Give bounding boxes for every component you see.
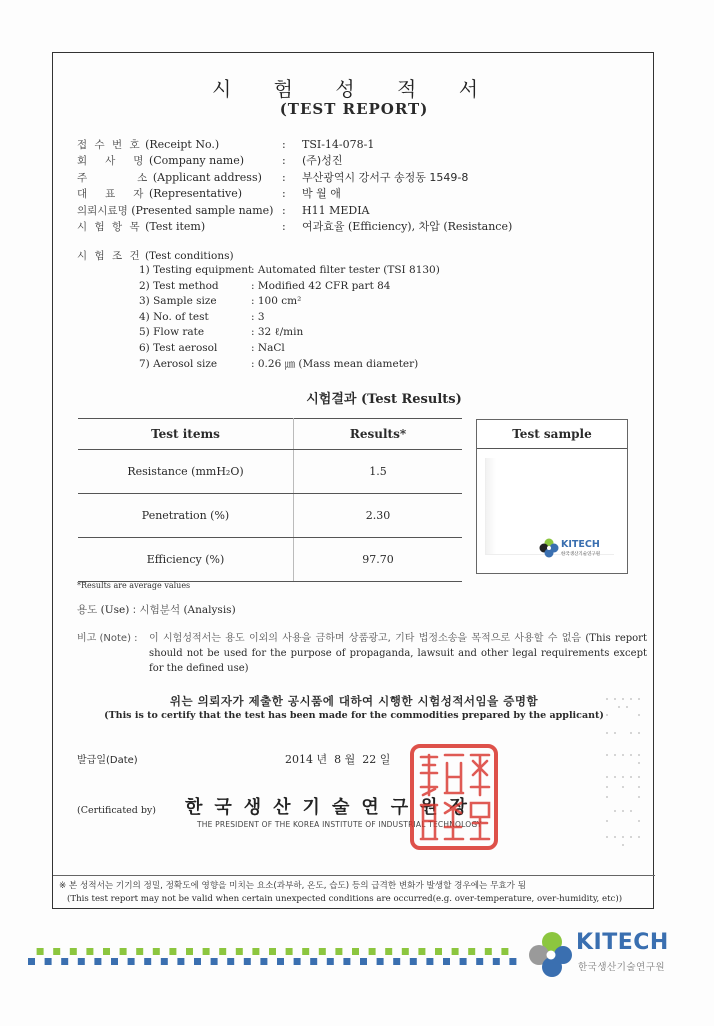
info-row-company: 회 사 명 (Company name) : (주)성진 [77,153,512,169]
conditions-list [139,263,440,372]
title-korean: 시 험 성 적 서 [211,77,497,101]
results-title [53,388,655,407]
kitech-footer-sub: 한국생산기술연구원 [578,962,666,973]
info-value: TSI-14-078-1 [302,138,375,151]
pattern-square-blue [211,958,218,965]
info-row-receipt: 접 수 번 호 (Receipt No.) : TSI-14-078-1 [77,137,512,153]
note-block [77,631,647,676]
pattern-square-green [136,948,143,955]
pattern-square-blue [360,958,367,965]
certification-statement-ko: 위는 의뢰자가 제출한 공시품에 대하여 시행한 시험성적서임을 증명함 [169,694,539,708]
kitech-sample-word: KITECH [561,539,600,550]
test-sample-box [476,419,628,574]
report-frame [52,52,654,909]
pattern-square-green [452,948,459,955]
condition-item [139,279,440,295]
info-row-representative: 대 표 자 (Representative) : 박 월 애 [77,186,512,202]
kitech-footer-word: KITECH [576,930,669,955]
conditions-title [77,248,234,263]
pattern-square-green [319,948,326,955]
info-value: (주)성진 [302,154,343,168]
condition-item [139,341,440,357]
table-row [78,538,462,582]
condition-value: : 32 ℓ/min [251,326,304,339]
conditions-title-ko: 시 험 조 건 [77,250,142,262]
pattern-square-blue [144,958,151,965]
result-value: 1.5 [294,450,463,494]
pattern-square-green [70,948,77,955]
info-label-ko: 의뢰시료명 [77,204,128,217]
pattern-square-green [418,948,425,955]
certified-by-label: (Certificated by) [77,805,157,816]
kitech-logo-icon [528,930,574,978]
pattern-square-blue [310,958,317,965]
info-label-en: (Test item) [145,220,206,234]
pattern-square-green [153,948,160,955]
info-value: 여과효율 (Efficiency), 차압 (Resistance) [302,220,513,234]
pattern-square-blue [343,958,350,965]
condition-value: : 3 [251,310,265,323]
results-table [78,418,462,582]
perforation-pattern [601,693,643,853]
condition-label: 3) Sample size [139,295,217,308]
condition-value: : Modified 42 CFR part 84 [251,279,391,292]
condition-value: : 100 cm² [251,295,302,308]
condition-value: : 0.26 ㎛ (Mass mean diameter) [251,357,419,370]
use-label-ko: 용도 [77,604,98,616]
pattern-square-blue [327,958,334,965]
results-footnote: *Results are average values [77,581,191,590]
result-item: Efficiency (%) [78,538,294,582]
condition-label: 1) Testing equipment [139,264,253,276]
info-label-en: (Representative) [148,187,243,201]
result-item: Resistance (mmH₂O) [78,450,294,494]
pattern-square-blue [443,958,450,965]
pattern-square-blue [377,958,384,965]
note-label: 비고 (Note) : [77,633,138,644]
condition-value: : Automated filter tester (TSI 8130) [251,264,440,276]
pattern-square-green [203,948,210,955]
pattern-square-blue [128,958,135,965]
info-row-test-item: 시 험 항 목 (Test item) : 여과효율 (Efficiency), 차압 (Resistance) [77,219,512,235]
date-value: 2014 년 8 월 22 일 [285,753,391,766]
condition-label: 2) Test method [139,279,219,292]
pattern-square-green [501,948,508,955]
pattern-square-blue [426,958,433,965]
use-line [77,602,236,617]
kitech-sample-logo [539,538,609,558]
president-title-ko: 한국생산기술연구원장 [185,797,479,818]
info-value: 부산광역시 강서구 송정동 1549-8 [302,170,469,184]
kitech-sample-sub: 한국생산기술연구원 [561,552,601,557]
condition-item [139,325,440,341]
pattern-square-blue [194,958,201,965]
pattern-square-blue [28,958,35,965]
pattern-square-green [219,948,226,955]
pattern-square-green [269,948,276,955]
kitech-footer-logo [528,928,688,984]
pattern-square-green [86,948,93,955]
pattern-square-blue [94,958,101,965]
note-text [149,631,647,676]
pattern-square-green [369,948,376,955]
pattern-square-blue [177,958,184,965]
pattern-square-green [435,948,442,955]
disclaimer-en: (This test report may not be valid when certain unexpected conditions are occurred(e.g. over-temperature, over-humidity, etc)) [67,894,623,904]
title-english: (TEST REPORT) [279,100,429,118]
pattern-square-blue [277,958,284,965]
use-value-ko: : 시험분석 [132,604,181,616]
kitech-logo-icon [539,538,559,558]
disclaimer-box [53,875,655,909]
header-test-items: Test items [78,419,294,450]
info-label-ko: 시 험 항 목 [77,221,142,234]
info-value: H11 MEDIA [302,203,370,217]
results-header-row [78,419,462,450]
pattern-square-blue [45,958,52,965]
info-label-en: (Receipt No.) [145,138,220,151]
info-label-ko: 대 표 자 [77,188,146,201]
pattern-square-green [402,948,409,955]
result-value: 97.70 [294,538,463,582]
pattern-square-blue [393,958,400,965]
condition-label: 4) No. of test [139,310,209,323]
condition-label: 5) Flow rate [139,326,205,339]
pattern-square-green [169,948,176,955]
info-label-en: (Presented sample name) [131,203,274,217]
condition-item [139,263,440,279]
pattern-square-green [385,948,392,955]
president-title-en: THE PRESIDENT OF THE KOREA INSTITUTE OF INDUSTRIAL TECHNOLOGY [197,820,482,829]
result-value: 2.30 [294,494,463,538]
pattern-square-blue [260,958,267,965]
pattern-square-green [53,948,60,955]
pattern-square-green [485,948,492,955]
pattern-square-blue [61,958,68,965]
info-label-ko: 주 소 [77,171,150,184]
condition-item [139,294,440,310]
date-label: 발급일(Date) [77,755,138,766]
condition-item [139,310,440,326]
use-label-en: (Use) [100,604,130,616]
info-row-address: 주 소 (Applicant address) : 부산광역시 강서구 송정동 1549-8 [77,170,512,186]
pattern-square-green [252,948,259,955]
note-text-en: (This report should not be used for the purpose of propaganda, lawsuit and other legal requirements except for the defined use) [149,633,647,674]
official-seal-stamp [409,743,499,851]
pattern-square-green [186,948,193,955]
pattern-square-green [286,948,293,955]
pattern-square-green [236,948,243,955]
info-label-ko: 회 사 명 [77,155,146,168]
pattern-square-blue [509,958,516,965]
pattern-square-green [103,948,110,955]
test-sample-header: Test sample [477,420,627,449]
condition-value: : NaCl [251,341,285,354]
result-item: Penetration (%) [78,494,294,538]
pattern-square-blue [161,958,168,965]
pattern-square-blue [476,958,483,965]
use-value-en: (Analysis) [183,604,236,616]
pattern-square-green [37,948,44,955]
note-text-ko: 이 시험성적서는 용도 이외의 사용을 금하며 상품광고, 기타 법정소송을 목적으로 사용할 수 없음 [149,633,582,644]
conditions-title-en: (Test conditions) [144,250,234,262]
pattern-square-green [468,948,475,955]
info-label-en: (Company name) [148,154,244,168]
results-title-ko: 시험결과 [306,392,357,407]
info-label-ko: 접 수 번 호 [77,139,142,151]
pattern-square-blue [78,958,85,965]
pattern-square-blue [410,958,417,965]
table-row [78,450,462,494]
pattern-square-green [120,948,127,955]
condition-label: 7) Aerosol size [139,357,218,370]
pattern-square-blue [244,958,251,965]
condition-item [139,357,440,373]
pattern-square-blue [227,958,234,965]
table-row [78,494,462,538]
certification-statement-en: (This is to certify that the test has been made for the commodities prepared by the applicant) [104,710,604,721]
info-value: 박 월 애 [302,187,341,201]
results-title-en: (Test Results) [361,392,462,407]
info-label-en: (Applicant address) [152,170,262,184]
pattern-square-green [302,948,309,955]
footer-square-pattern [28,946,522,976]
pattern-square-blue [294,958,301,965]
pattern-square-blue [493,958,500,965]
info-row-sample-name: 의뢰시료명 (Presented sample name) : H11 MEDIA [77,203,512,219]
pattern-square-blue [460,958,467,965]
header-results: Results* [294,419,463,450]
condition-label: 6) Test aerosol [139,341,218,354]
pattern-square-green [335,948,342,955]
pattern-square-blue [111,958,118,965]
applicant-info [77,137,512,235]
pattern-square-green [352,948,359,955]
disclaimer-ko: ※ 본 성적서는 기기의 정밀, 정확도에 영향을 미치는 요소(과부하, 온도, 습도) 등의 급격한 변화가 발생할 경우에는 무효가 됨 [59,881,527,891]
